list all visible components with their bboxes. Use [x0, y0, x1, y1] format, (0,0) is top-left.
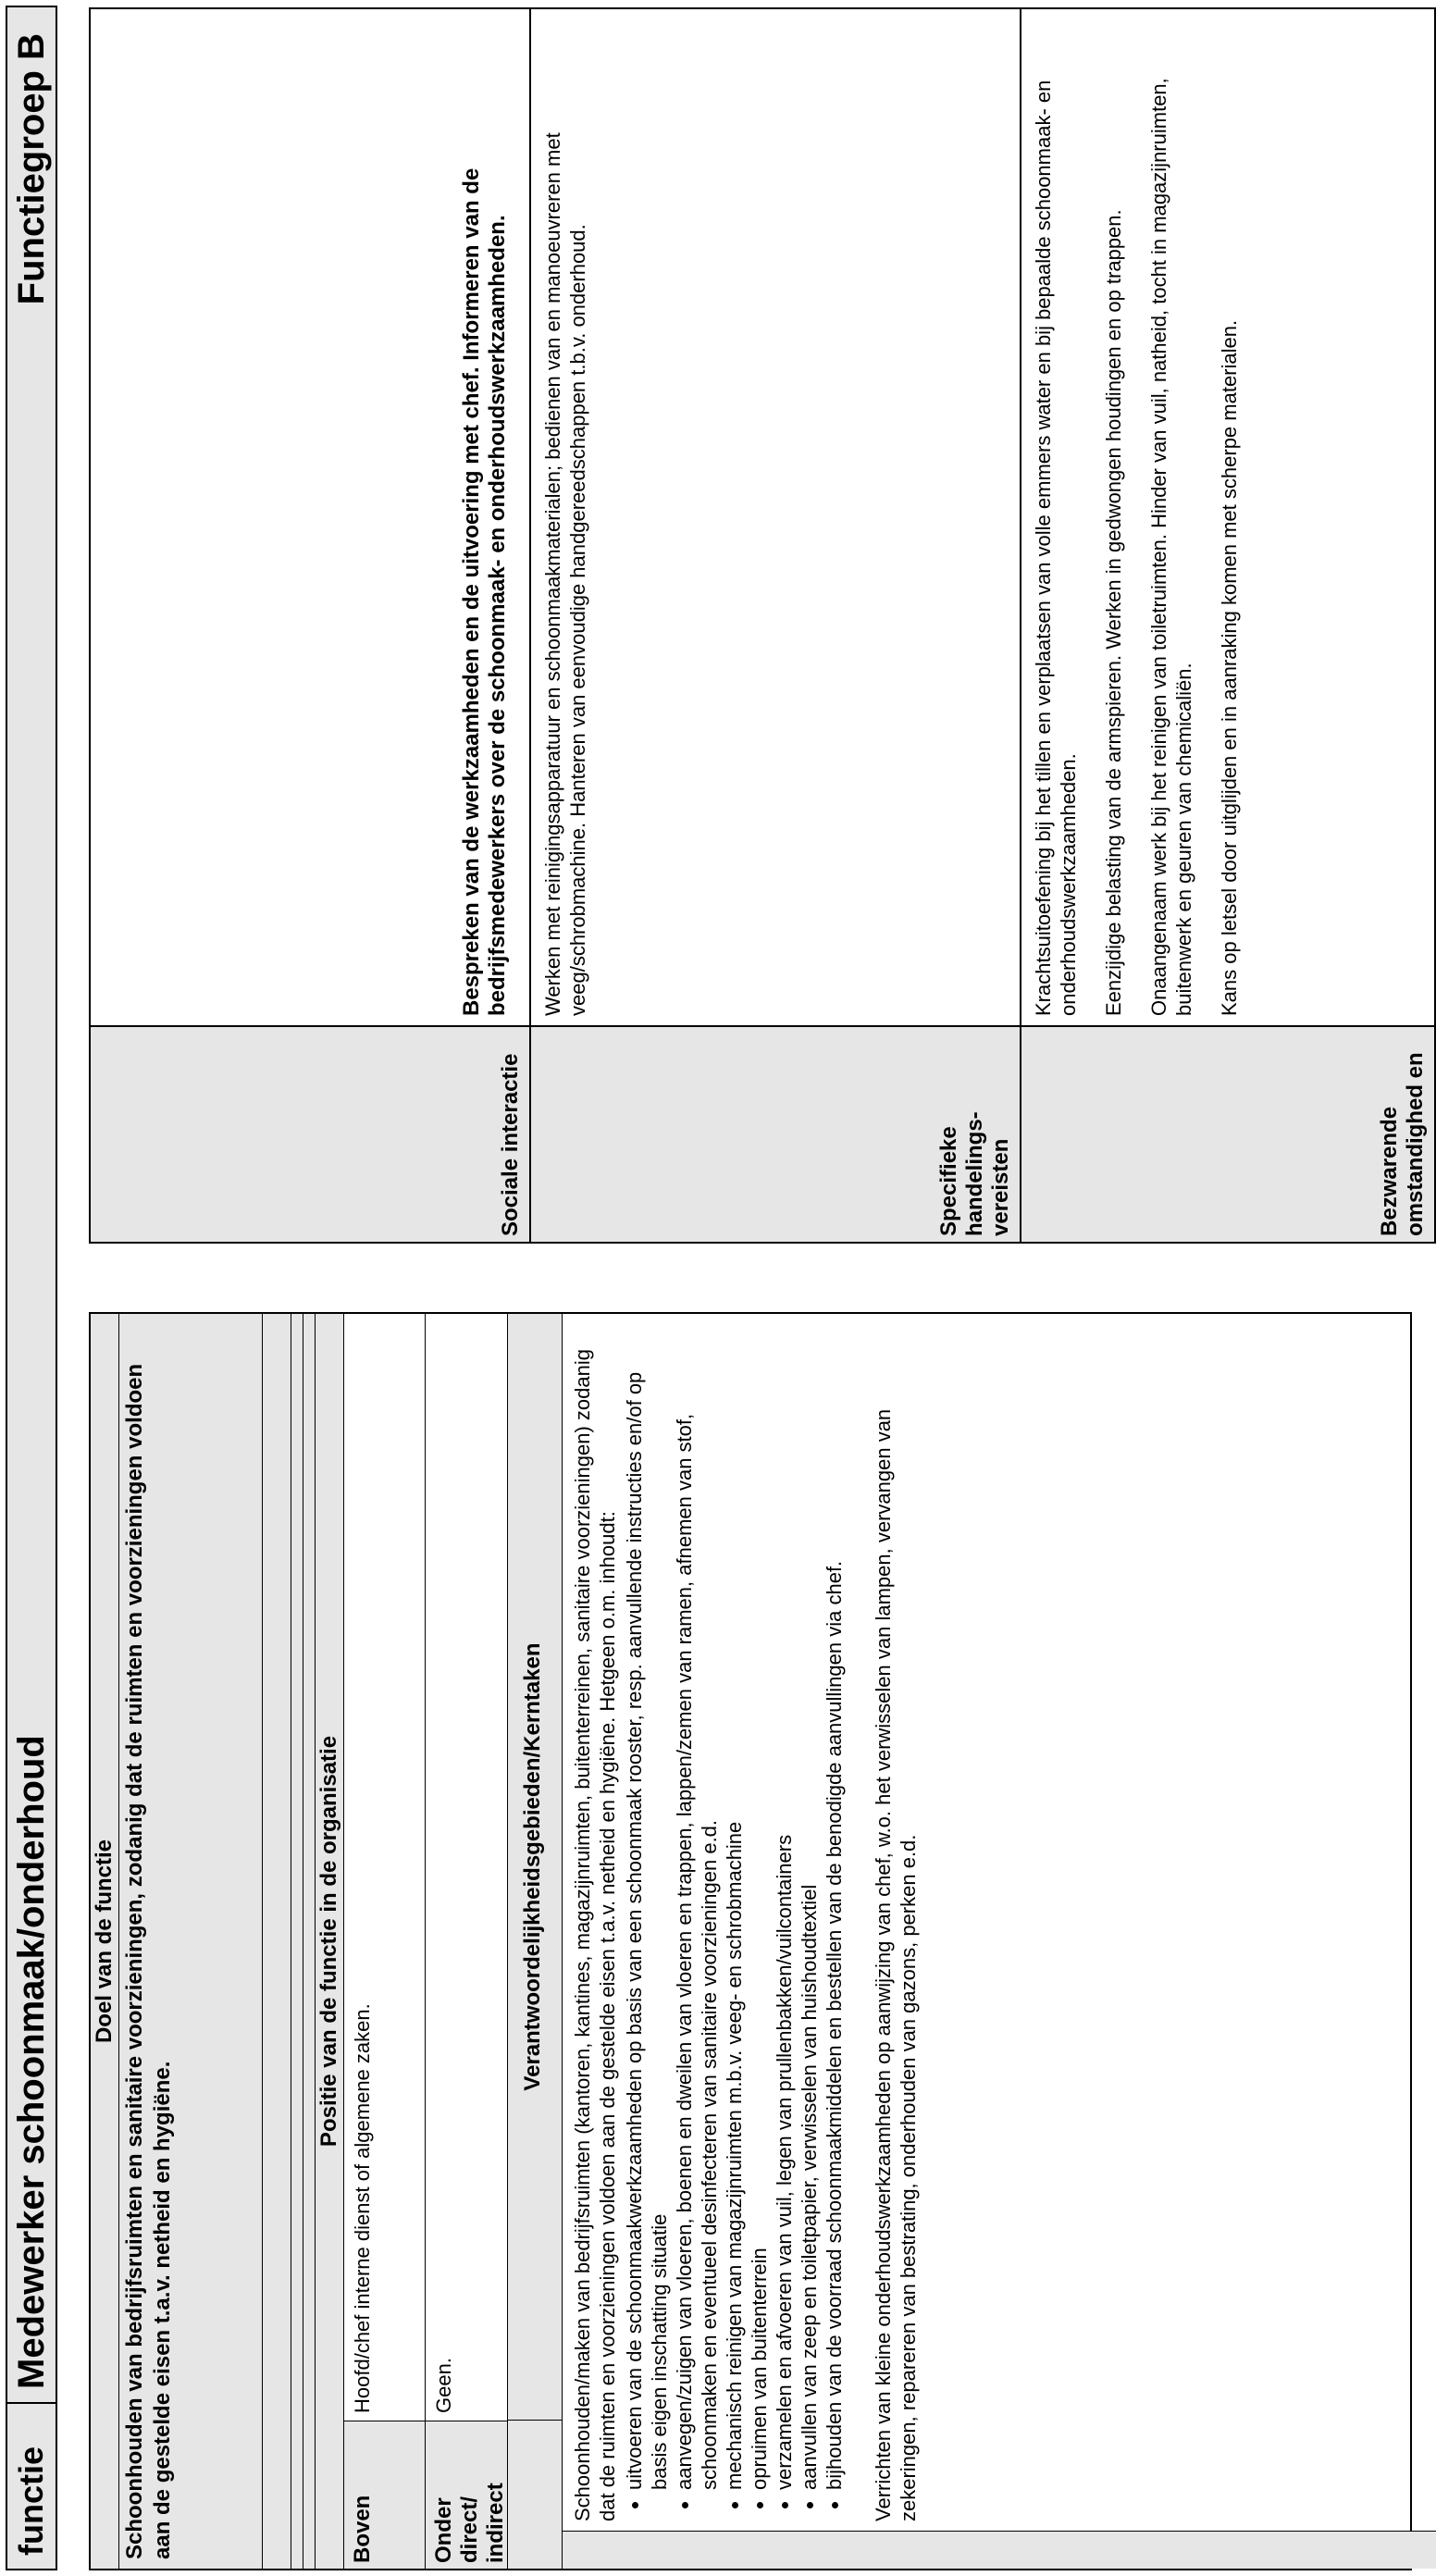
handelingsvereisten-key: Specifieke handelings-vereisten: [531, 1025, 1020, 1242]
kerntaken-body: [563, 1314, 1436, 2531]
bezwarende-text: Eenzijdige belasting van de armspieren. Werken in gedwongen houdingen en op trappen.: [1102, 209, 1125, 1016]
kerntaken-item: • aanvullen van zeep en toiletpapier, verwisselen van huishoudtextiel: [797, 1323, 822, 2490]
bezwarende-omstandigheden-key: Bezwarende omstandighed en: [1021, 1025, 1434, 1242]
doel-text: Schoonhouden van bedrijfsruimten en sanitaire voorzieningen, zodanig dat de ruimten en voorzieningen voldoen aan de gestelde eisen t.a.v. netheid en hygiëne.: [119, 1314, 262, 2569]
sociale-interactie-key: Sociale interactie: [91, 1025, 529, 1242]
bezwarende-omstandigheden-row: [1021, 9, 1434, 1242]
kerntaken-intro: Schoonhouden/maken van bedrijfsruimten (kantoren, kantines, magazijnruimten, buitenterreinen, sanitaire voorzieningen) zodanig dat de ruimten en voorzieningen voldoen aan de gestelde eisen t.a.v. netheid en hygiëne. Hetgeen o.m. inhoudt:: [571, 1349, 619, 2521]
positie-row-onder: [426, 1314, 507, 2569]
kerntaken-heading-spacer: [508, 2420, 562, 2569]
handelingsvereisten-row: [531, 9, 1021, 1242]
kerntaken-row: [563, 1314, 1436, 2569]
doel-heading: Doel van de functie: [91, 1314, 119, 2569]
function-group: Functiegroep B: [10, 33, 52, 305]
kerntaken-list: [622, 1323, 847, 2521]
kerntaken-item: • uitvoeren van de schoonmaakwerkzaamheden op basis van een schoonmaak rooster, resp. aanvullende instructies en/of op basis eigen inschatting situatie: [622, 1323, 672, 2490]
kerntaken-item: • aanvegen/zuigen van vloeren, boenen en dweilen van vloeren en trappen, lappen/zemen van ramen, afnemen van stof, schoonmaken en eventueel desinfecteren van sanitaire voorzieningen e.d.: [672, 1323, 722, 2490]
sociale-interactie-value: [91, 9, 529, 1025]
bezwarende-omstandigheden-value: [1021, 9, 1434, 1025]
kerntaken-heading: Verantwoordelijkheidsgebieden/Kerntaken: [520, 1642, 545, 2091]
positie-heading: Positie van de functie in de organisatie: [316, 1314, 344, 2569]
handelingsvereisten-text: Werken met reinigingsapparatuur en schoonmaakmaterialen; bedienen van en manoeuvreren met veeg/schrobmachine. Hanteren van eenvoudige handgereedschappen t.b.v. onderhoud.: [541, 132, 589, 1016]
left-panel: [89, 1312, 1412, 2570]
kerntaken-item: • opruimen van buitenterrein: [747, 1323, 772, 2490]
spacer-row: [262, 1314, 291, 2569]
positie-key: Boven: [344, 2421, 425, 2569]
positie-key: Onder direct/ indirect: [426, 2421, 507, 2569]
positie-value: Geen.: [432, 2358, 455, 2413]
positie-row-boven: [344, 1314, 426, 2569]
bezwarende-text: Krachtsuitoefening bij het tillen en verplaatsen van volle emmers water en bij bepaalde schoonmaak- en onderhoudswerkzaamheden.: [1032, 80, 1080, 1016]
kerntaken-heading-row: [507, 1314, 563, 2569]
bezwarende-text: Kans op letsel door uitglijden en in aanraking komen met scherpe materialen.: [1218, 319, 1241, 1016]
kerntaken-item: • verzamelen en afvoeren van vuil, legen van prullenbakken/vuilcontainers: [772, 1323, 797, 2490]
sociale-interactie-row: [91, 9, 531, 1242]
handelingsvereisten-value: [531, 9, 1020, 1025]
kerntaken-item: • bijhouden van de voorraad schoonmaakmiddelen en bestellen van de benodigde aanvullingen via chef.: [822, 1323, 847, 2490]
kerntaken-item: • mechanisch reinigen van magazijnruimten m.b.v. veeg- en schrobmachine: [722, 1323, 747, 2490]
function-header: [6, 6, 57, 2570]
right-panel: [89, 7, 1436, 1244]
kerntaken-closing: Verrichten van kleine onderhoudswerkzaamheden op aanwijzing van chef, w.o. het verwisselen van lampen, vervangen van zekeringen, repareren van bestrating, onderhouden van gazons, perken e.d.: [872, 1408, 920, 2521]
positie-value: Hoofd/chef interne dienst of algemene zaken.: [351, 2003, 374, 2413]
spacer-row: [303, 1314, 316, 2569]
function-title: Medewerker schoonmaak/onderhoud: [10, 1735, 52, 2389]
sociale-interactie-text: Bespreken van de werkzaamheden en de uitvoering met chef. Informeren van de bedrijfsmedewerkers over de schoonmaak- en onderhoudswerkzaamheden.: [459, 167, 510, 1016]
bezwarende-text: Onaangenaam werk bij het reinigen van toiletruimten. Hinder van vuil, natheid, tocht in magazijnruimten, buitenwerk en geuren van chemicaliën.: [1147, 78, 1195, 1016]
function-label: functie: [7, 2402, 56, 2569]
spacer-row: [291, 1314, 303, 2569]
kerntaken-side: [563, 2531, 1436, 2569]
